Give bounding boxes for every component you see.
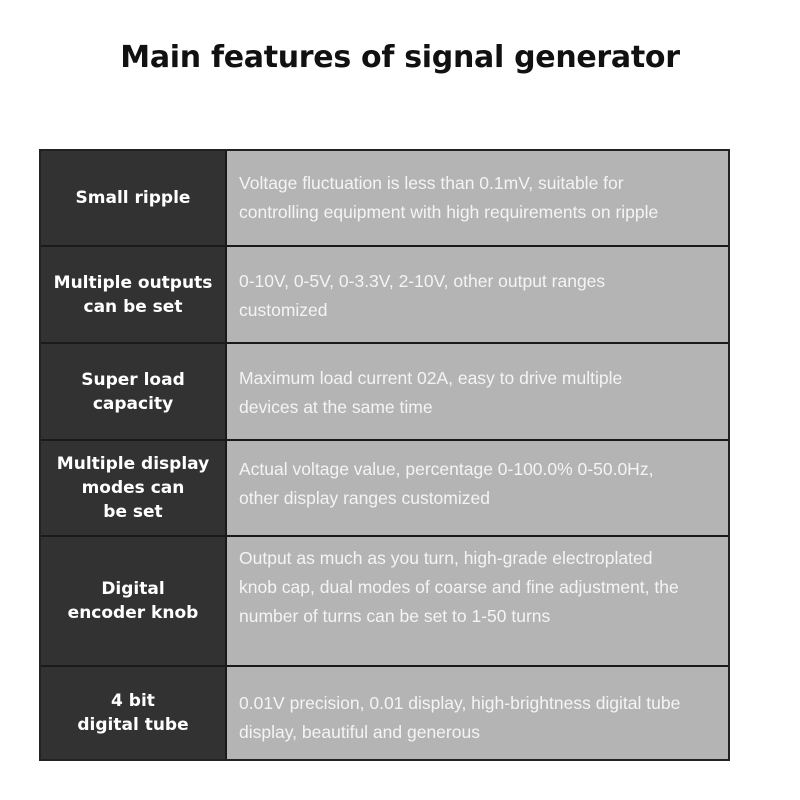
table-row [41,344,728,441]
feature-description-cell [227,537,728,665]
feature-label: 4 bit digital tube [77,691,189,735]
table-row [41,247,728,344]
table-row [41,151,728,247]
feature-description-cell [227,247,728,342]
feature-description-cell [227,151,728,245]
feature-label: Multiple outputs can be set [53,272,213,317]
table-row [41,441,728,537]
feature-description: Maximum load current 02A, easy to drive multiple devices at the same time [239,368,623,417]
feature-label: Super load capacity [81,369,185,414]
feature-label-cell [41,667,227,759]
features-table [39,149,730,761]
feature-description: 0-10V, 0-5V, 0-3.3V, 2-10V, other output ranges customized [239,271,606,320]
feature-description: Voltage fluctuation is less than 0.1mV, suitable for controlling equipment with high requirements on ripple [239,173,659,222]
table-row [41,537,728,667]
feature-label: Digital encoder knob [67,579,199,623]
feature-description-cell [227,344,728,439]
feature-description: 0.01V precision, 0.01 display, high-brightness digital tube display, beautiful and generous [239,693,681,742]
feature-description: Output as much as you turn, high-grade electroplated knob cap, dual modes of coarse and fine adjustment, the number of turns can be set to 1-50 turns [239,548,679,626]
page-title: Main features of signal generator [120,40,680,75]
feature-description: Actual voltage value, percentage 0-100.0% 0-50.0Hz, other display ranges customized [239,459,654,508]
feature-description-cell [227,667,728,759]
feature-label: Small ripple [75,188,191,208]
feature-description-cell [227,441,728,535]
table-row [41,667,728,759]
feature-label-cell [41,247,227,342]
feature-label: Multiple display modes can be set [56,454,210,522]
feature-label-cell [41,537,227,665]
feature-label-cell [41,344,227,439]
feature-label-cell [41,151,227,245]
feature-label-cell [41,441,227,535]
